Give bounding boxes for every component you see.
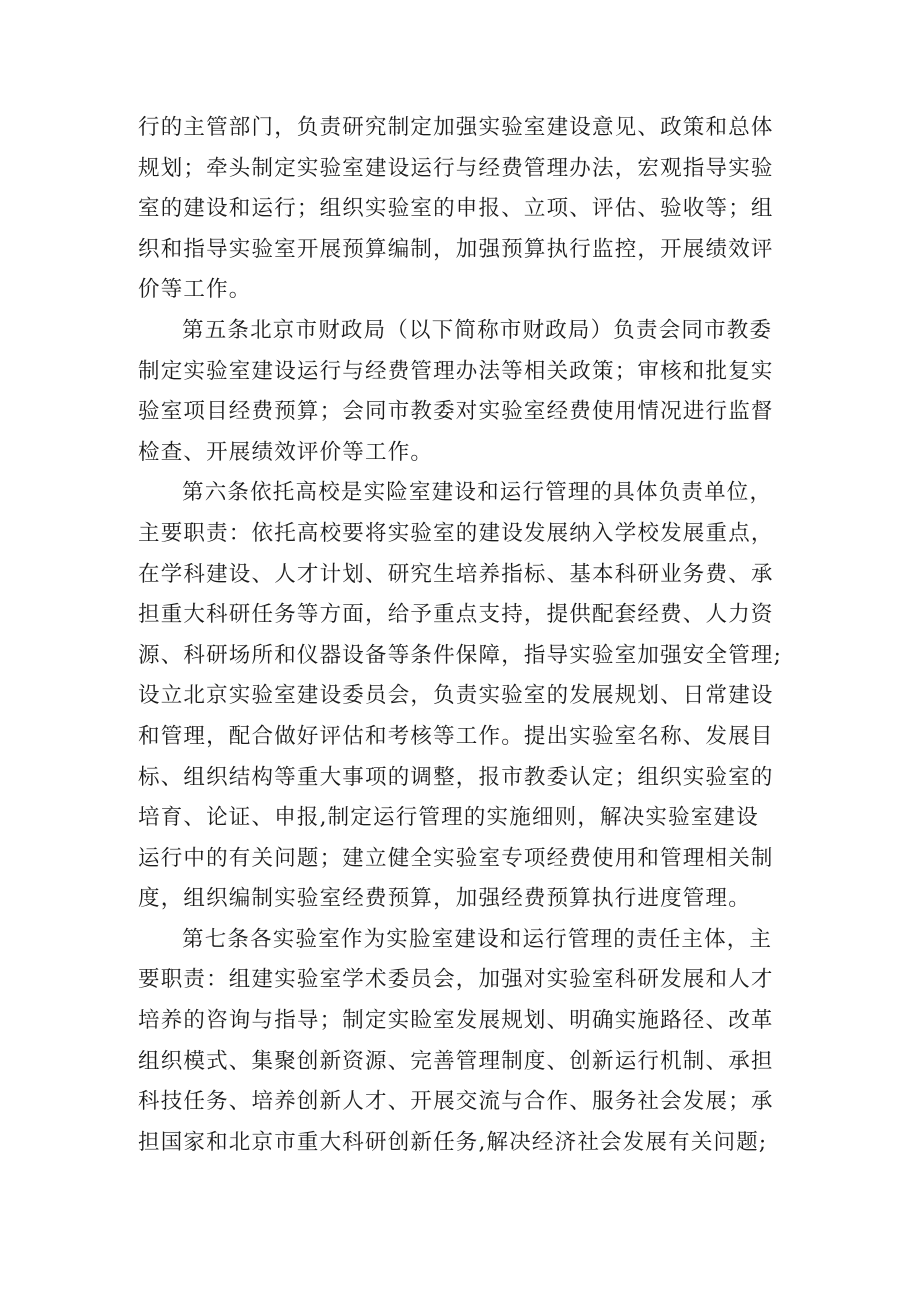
text-line: 科技任务、培养创新人才、开展交流与合作、服务社会发展；承 <box>138 1089 774 1115</box>
text-line: 规划；牵头制定实验室建设运行与经费管理办法，宏观指导实验 <box>138 155 774 181</box>
text-line: 在学科建设、人才计划、研究生培养指标、基本科研业务费、承 <box>138 561 774 587</box>
text-line: 标、组织结构等重大事项的调整，报市教委认定；组织实验室的 <box>138 764 774 790</box>
text-line: 担国家和北京市重大科研创新任务,解决经济社会发展有关问题; <box>138 1129 768 1155</box>
text-line: 组织模式、集聚创新资源、完善管理制度、创新运行机制、承担 <box>138 1048 774 1074</box>
text-line: 要职责：组建实验室学术委员会，加强对实验室科研发展和人才 <box>138 967 774 993</box>
text-line: 主要职责：依托高校要将实验室的建设发展纳入学校发展重点， <box>138 520 774 546</box>
article-5-first-line: 第五条北京市财政局（以下简称市财政局）负责会同市教委 <box>182 317 773 343</box>
text-line: 织和指导实验室开展预算编制，加强预算执行监控，开展绩效评 <box>138 236 774 262</box>
text-line: 验室项目经费预算；会同市教委对实验室经费使用情况进行监督 <box>138 399 774 425</box>
text-line: 担重大科研任务等方面，给予重点支持，提供配套经费、人力资 <box>138 602 774 628</box>
text-line: 设立北京实验室建设委员会，负责实验室的发展规划、日常建设 <box>138 683 774 709</box>
text-line: 度，组织编制实验室经费预算，加强经费预算执行进度管理。 <box>138 886 751 912</box>
text-line: 运行中的有关问题；建立健全实验室专项经费使用和管理相关制 <box>138 845 774 871</box>
text-line: 室的建设和运行；组织实验室的申报、立项、评估、验收等；组 <box>138 196 774 222</box>
text-line: 培养的咨询与指导；制定实睑室发展规划、明确实施路径、改革 <box>138 1008 774 1034</box>
text-line: 检查、开展绩效评价等工作。 <box>138 439 434 465</box>
body-text <box>138 108 788 1163</box>
text-line: 培育、论证、申报,制定运行管理的实施细则，解决实验室建设 <box>138 805 759 831</box>
text-line: 价等工作。 <box>138 277 252 303</box>
article-6-first-line: 第六条依托高校是实险室建设和运行管理的具体负责单位， <box>182 480 773 506</box>
text-line: 行的主管部门，负责研究制定加强实验室建设意见、政策和总体 <box>138 115 774 140</box>
article-7-first-line: 第七条各实验室作为实脸室建设和运行管理的责任主体，主 <box>182 926 773 952</box>
text-line: 和管理，配合做好评估和考核等工作。提出实验室名称、发展目 <box>138 723 774 749</box>
text-line: 源、科研场所和仪器设备等条件保障，指导实验室加强安全管理; <box>138 642 783 668</box>
text-line: 制定实验室建设运行与经费管理办法等相关政策；审核和批复实 <box>138 358 774 384</box>
